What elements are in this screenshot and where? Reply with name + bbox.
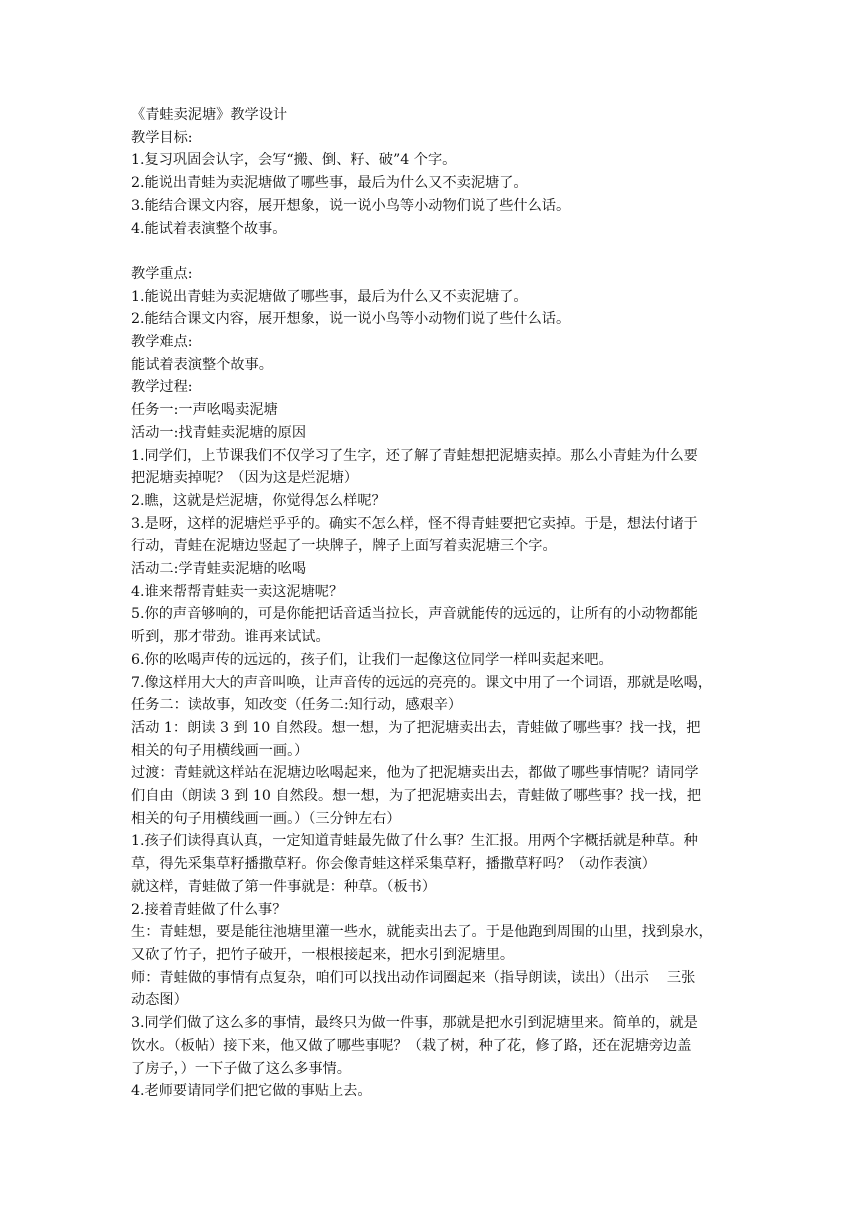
text-line: 6.你的吆喝声传的远远的，孩子们，让我们一起像这位同学一样叫卖起来吧。 [131,651,613,668]
text-line: 1.能说出青蛙为卖泥塘做了哪些事，最后为什么又不卖泥塘了。 [131,288,528,305]
text-line: 活动 1：朗读 3 到 10 自然段。想一想，为了把泥塘卖出去，青蛙做了哪些事？找一找，把 [131,719,701,736]
text-line: 4.老师要请同学们把它做的事贴上去。 [131,1083,372,1100]
text-line: 生：青蛙想，要是能往池塘里灌一些水，就能卖出去了。于是他跑到周围的山里，找到泉水， [131,924,713,941]
text-line: 过渡：青蛙就这样站在泥塘边吆喝起来，他为了把泥塘卖出去，都做了哪些事情呢？请同学 [131,765,699,782]
text-line: 4.谁来帮帮青蛙卖一卖这泥塘呢？ [131,583,344,600]
text-line: 行动，青蛙在泥塘边竖起了一块牌子，牌子上面写着卖泥塘三个字。 [131,538,557,555]
text-line: 2.接着青蛙做了什么事？ [131,901,287,918]
text-line: 师：青蛙做的事情有点复杂，咱们可以找出动作词圈起来（指导朗读，读出）（出示 三张 [131,969,696,986]
text-line: 们自由（朗读 3 到 10 自然段。想一想，为了把泥塘卖出去，青蛙做了哪些事？找一找，把 [131,788,702,805]
text-line: 3.同学们做了这么多的事情，最终只为做一件事，那就是把水引到泥塘里来。简单的，就是 [131,1015,698,1032]
text-line: 4.能试着表演整个故事。 [131,220,287,237]
text-line: 1.复习巩固会认字，会写“搬、倒、籽、破”4 个字。 [131,152,457,169]
text-line: 教学重点: [131,265,193,282]
text-line: 就这样，青蛙做了第一件事就是：种草。（板书） [131,878,437,895]
text-line: 任务一:一声吆喝卖泥塘 [131,402,278,419]
text-line: 3.是呀，这样的泥塘烂乎乎的。确实不怎么样，怪不得青蛙要把它卖掉。于是，想法付诸于 [131,515,698,532]
text-line: 2.能说出青蛙为卖泥塘做了哪些事，最后为什么又不卖泥塘了。 [131,175,528,192]
text-line: 了房子，）一下子做了这么多事情。 [131,1060,351,1077]
text-line: 3.能结合课文内容，展开想象，说一说小鸟等小动物们说了些什么话。 [131,197,571,214]
text-line: 教学难点: [131,334,193,351]
text-line: 动态图） [131,992,188,1009]
text-line: 7.像这样用大大的声音叫唤，让声音传的远远的亮亮的。课文中用了一个词语，那就是吆喝， [131,674,713,691]
text-line: 2.瞧，这就是烂泥塘，你觉得怎么样呢？ [131,492,386,509]
text-line: 能试着表演整个故事。 [131,356,273,373]
text-line: 1.同学们，上节课我们不仅学习了生字，还了解了青蛙想把泥塘卖掉。那么小青蛙为什么要 [131,447,698,464]
text-line: 教学目标: [131,129,193,146]
blank-line [131,240,731,263]
text-line: 任务二：读故事，知改变（任务二:知行动，感艰辛） [131,697,463,714]
text-line: 1.孩子们读得真认真，一定知道青蛙最先做了什么事？生汇报。用两个字概括就是种草。种 [131,833,698,850]
text-line: 饮水。（板帖）接下来，他又做了哪些事呢？（栽了树，种了花，修了路，还在泥塘旁边盖 [131,1037,692,1054]
document-title: 《青蛙卖泥塘》教学设计 [131,107,288,123]
text-line: 相关的句子用横线画一画。） [131,742,309,759]
document-body [131,104,731,1103]
text-line: 活动一:找青蛙卖泥塘的原因 [131,424,307,441]
text-line: 草，得先采集草籽播撒草籽。你会像青蛙这样采集草籽，播撒草籽吗？（动作表演） [131,856,656,873]
document-lines [131,127,731,1103]
text-line: 把泥塘卖掉呢？（因为这是烂泥塘） [131,470,359,487]
text-line: 2.能结合课文内容，展开想象，说一说小鸟等小动物们说了些什么话。 [131,311,571,328]
text-line: 5.你的声音够响的，可是你能把话音适当拉长，声音就能传的远远的，让所有的小动物都能 [131,606,698,623]
text-line: 教学过程: [131,379,193,396]
text-line: 听到，那才带劲。谁再来试试。 [131,629,330,646]
text-line: 相关的句子用横线画一画。）（三分钟左右） [131,810,401,827]
text-line: 活动二:学青蛙卖泥塘的吆喝 [131,561,307,578]
text-line: 又砍了竹子，把竹子破开，一根根接起来，把水引到泥塘里。 [131,947,515,963]
